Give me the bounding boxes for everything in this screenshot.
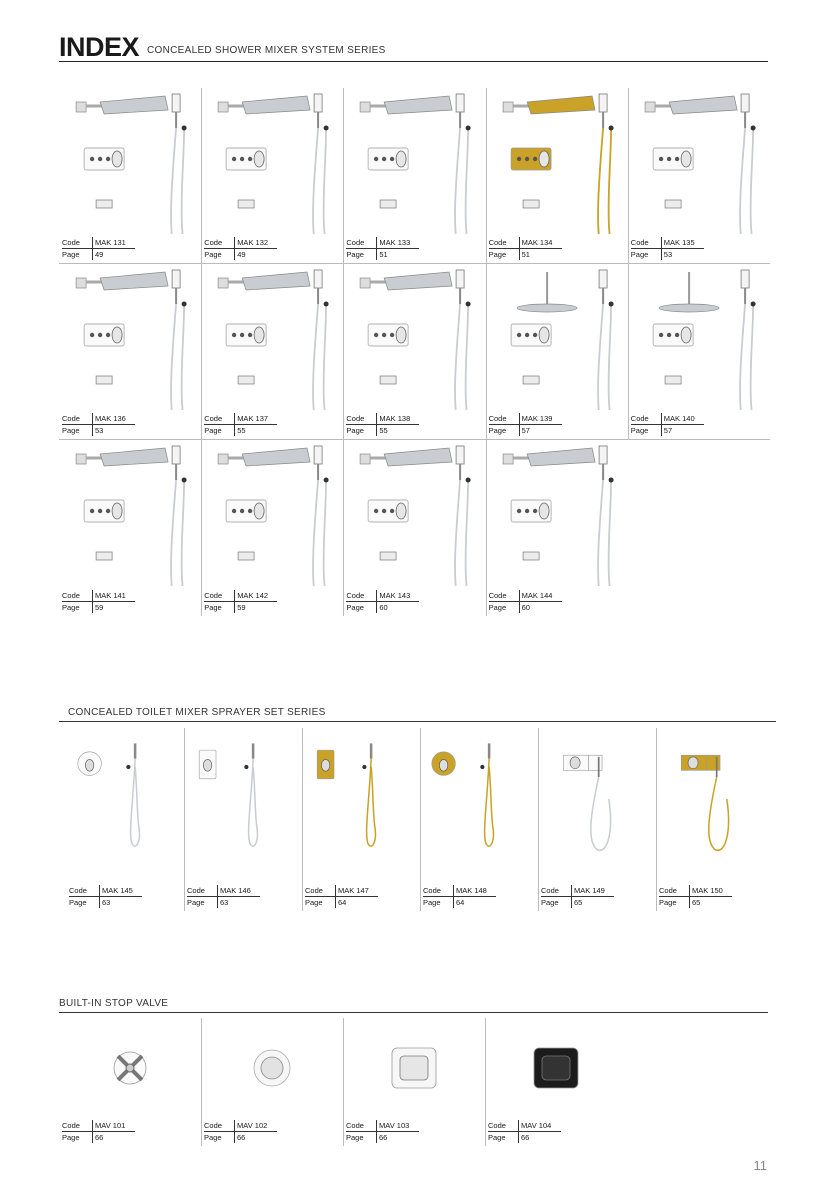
product-info bbox=[346, 413, 419, 436]
product-info bbox=[659, 885, 732, 908]
product-code: MAV 103 bbox=[376, 1120, 419, 1132]
page-label: Page bbox=[187, 898, 205, 907]
product-page: 65 bbox=[571, 897, 614, 908]
toilet-section-rule bbox=[59, 721, 776, 722]
page-label: Page bbox=[204, 1133, 222, 1142]
product-code: MAK 136 bbox=[92, 413, 135, 425]
code-label: Code bbox=[346, 413, 376, 425]
product-code: MAK 143 bbox=[376, 590, 419, 602]
code-label: Code bbox=[541, 885, 571, 897]
product-image bbox=[628, 88, 770, 234]
product-page: 59 bbox=[234, 602, 277, 613]
product-page: 53 bbox=[661, 249, 704, 260]
shower-set-illustration bbox=[511, 270, 614, 410]
page-header bbox=[59, 33, 768, 62]
product-card[interactable] bbox=[59, 440, 201, 616]
product-card[interactable] bbox=[201, 440, 343, 616]
grid-divider bbox=[628, 88, 629, 440]
product-image bbox=[343, 1018, 485, 1116]
code-label: Code bbox=[62, 1120, 92, 1132]
grid-divider bbox=[486, 88, 487, 616]
product-page: 49 bbox=[92, 249, 135, 260]
grid-divider bbox=[201, 1018, 202, 1146]
valve-section-title: BUILT-IN STOP VALVE bbox=[59, 998, 169, 1009]
product-info bbox=[62, 590, 135, 613]
product-card[interactable] bbox=[59, 264, 201, 440]
product-card[interactable] bbox=[628, 264, 770, 440]
product-card[interactable] bbox=[486, 440, 628, 616]
product-page: 64 bbox=[335, 897, 378, 908]
code-label: Code bbox=[488, 1120, 518, 1132]
product-info bbox=[204, 413, 277, 436]
page-label: Page bbox=[204, 603, 222, 612]
product-image bbox=[486, 88, 628, 234]
product-image bbox=[59, 88, 201, 234]
toilet-section-title: CONCEALED TOILET MIXER SPRAYER SET SERIES bbox=[68, 707, 326, 718]
product-card[interactable] bbox=[656, 728, 774, 911]
code-label: Code bbox=[659, 885, 689, 897]
code-label: Code bbox=[204, 413, 234, 425]
product-card[interactable] bbox=[628, 88, 770, 264]
code-label: Code bbox=[62, 590, 92, 602]
product-image bbox=[66, 728, 184, 881]
product-card[interactable] bbox=[538, 728, 656, 911]
product-code: MAK 150 bbox=[689, 885, 732, 897]
page-label: Page bbox=[62, 603, 80, 612]
product-image bbox=[343, 440, 485, 586]
product-image bbox=[201, 88, 343, 234]
code-label: Code bbox=[489, 237, 519, 249]
code-label: Code bbox=[346, 1120, 376, 1132]
product-code: MAK 137 bbox=[234, 413, 277, 425]
shower-set-illustration bbox=[360, 94, 471, 234]
product-info bbox=[489, 590, 562, 613]
toilet-sprayer-illustration bbox=[432, 743, 494, 846]
product-code: MAK 139 bbox=[519, 413, 562, 425]
grid-divider bbox=[201, 88, 202, 616]
product-image bbox=[59, 1018, 201, 1116]
product-code: MAV 102 bbox=[234, 1120, 277, 1132]
product-card[interactable] bbox=[420, 728, 538, 911]
product-page: 51 bbox=[376, 249, 419, 260]
product-image bbox=[201, 440, 343, 586]
page-label: Page bbox=[659, 898, 677, 907]
product-info bbox=[187, 885, 260, 908]
product-code: MAK 140 bbox=[661, 413, 704, 425]
product-card[interactable] bbox=[59, 88, 201, 264]
code-label: Code bbox=[423, 885, 453, 897]
product-page: 63 bbox=[99, 897, 142, 908]
grid-divider bbox=[656, 728, 657, 911]
product-code: MAK 149 bbox=[571, 885, 614, 897]
toilet-sprayer-illustration bbox=[78, 743, 140, 846]
shower-set-illustration bbox=[503, 446, 614, 586]
page-label: Page bbox=[488, 250, 507, 259]
code-label: Code bbox=[204, 237, 234, 249]
product-info bbox=[62, 237, 135, 260]
product-code: MAK 148 bbox=[453, 885, 496, 897]
shower-set-illustration bbox=[653, 270, 756, 410]
product-page: 57 bbox=[519, 425, 562, 436]
shower-set-illustration bbox=[76, 94, 187, 234]
code-label: Code bbox=[631, 413, 661, 425]
product-image bbox=[184, 728, 302, 881]
product-code: MAV 101 bbox=[92, 1120, 135, 1132]
product-info bbox=[541, 885, 614, 908]
shower-set-illustration bbox=[218, 446, 329, 586]
product-page: 49 bbox=[234, 249, 277, 260]
shower-set-illustration bbox=[218, 94, 329, 234]
page-label: Page bbox=[305, 898, 323, 907]
product-info bbox=[631, 413, 704, 436]
page-label: Page bbox=[62, 250, 80, 259]
product-code: MAV 104 bbox=[518, 1120, 561, 1132]
product-page: 64 bbox=[453, 897, 496, 908]
product-code: MAK 141 bbox=[92, 590, 135, 602]
product-page: 53 bbox=[92, 425, 135, 436]
product-card[interactable] bbox=[66, 728, 184, 911]
product-page: 66 bbox=[518, 1132, 561, 1143]
product-card[interactable] bbox=[343, 440, 485, 616]
product-info bbox=[423, 885, 496, 908]
product-image bbox=[302, 728, 420, 881]
product-page: 57 bbox=[661, 425, 704, 436]
product-info bbox=[488, 1120, 561, 1143]
product-info bbox=[346, 590, 419, 613]
code-label: Code bbox=[69, 885, 99, 897]
product-image bbox=[201, 1018, 343, 1116]
product-page: 60 bbox=[519, 602, 562, 613]
page-label: Page bbox=[346, 250, 364, 259]
stop-valve-illustration bbox=[254, 1050, 290, 1086]
product-page: 60 bbox=[376, 602, 419, 613]
product-code: MAK 135 bbox=[661, 237, 704, 249]
code-label: Code bbox=[204, 590, 234, 602]
product-info bbox=[489, 237, 562, 260]
product-card[interactable] bbox=[59, 1018, 201, 1146]
product-code: MAK 142 bbox=[234, 590, 277, 602]
page-label: Page bbox=[488, 1133, 506, 1142]
product-card[interactable] bbox=[184, 728, 302, 911]
page-label: Page bbox=[204, 426, 222, 435]
page-label: Page bbox=[346, 426, 364, 435]
product-card[interactable] bbox=[343, 88, 485, 264]
page-subtitle: CONCEALED SHOWER MIXER SYSTEM SERIES bbox=[147, 45, 386, 56]
product-image bbox=[343, 88, 485, 234]
toilet-sprayer-illustration bbox=[317, 743, 375, 846]
code-label: Code bbox=[489, 413, 519, 425]
grid-divider bbox=[343, 88, 344, 616]
shower-set-illustration bbox=[360, 270, 471, 410]
product-card[interactable] bbox=[485, 1018, 627, 1146]
valve-section-rule bbox=[59, 1012, 768, 1013]
grid-divider bbox=[420, 728, 421, 911]
product-page: 55 bbox=[234, 425, 277, 436]
grid-divider bbox=[302, 728, 303, 911]
code-label: Code bbox=[489, 590, 519, 602]
product-info bbox=[346, 237, 419, 260]
product-image bbox=[485, 1018, 627, 1116]
product-image bbox=[59, 440, 201, 586]
page-label: Page bbox=[630, 250, 649, 259]
toilet-sprayer-illustration bbox=[681, 755, 728, 850]
product-info bbox=[204, 590, 277, 613]
product-card[interactable] bbox=[201, 264, 343, 440]
shower-set-illustration bbox=[76, 446, 187, 586]
page-label: Page bbox=[541, 898, 559, 907]
toilet-sprayer-illustration bbox=[199, 743, 257, 846]
product-code: MAK 147 bbox=[335, 885, 378, 897]
code-label: Code bbox=[346, 237, 376, 249]
product-image bbox=[656, 728, 774, 881]
code-label: Code bbox=[62, 237, 92, 249]
code-label: Code bbox=[204, 1120, 234, 1132]
product-info bbox=[631, 237, 704, 260]
product-code: MAK 133 bbox=[376, 237, 419, 249]
product-info bbox=[62, 1120, 135, 1143]
product-card[interactable] bbox=[201, 1018, 343, 1146]
product-page: 59 bbox=[92, 602, 135, 613]
product-code: MAK 145 bbox=[99, 885, 142, 897]
product-info bbox=[204, 237, 277, 260]
product-page: 63 bbox=[217, 897, 260, 908]
product-page: 66 bbox=[92, 1132, 135, 1143]
toilet-sprayer-illustration bbox=[563, 755, 610, 850]
page-title: INDEX bbox=[59, 32, 140, 62]
product-page: 51 bbox=[519, 249, 562, 260]
product-card[interactable] bbox=[201, 88, 343, 264]
page-label: Page bbox=[488, 426, 507, 435]
grid-divider bbox=[184, 728, 185, 911]
product-image bbox=[486, 264, 628, 410]
product-image bbox=[201, 264, 343, 410]
product-image bbox=[343, 264, 485, 410]
shower-set-illustration bbox=[76, 270, 187, 410]
stop-valve-illustration bbox=[114, 1052, 146, 1084]
product-page: 66 bbox=[376, 1132, 419, 1143]
page-label: Page bbox=[346, 1133, 364, 1142]
code-label: Code bbox=[346, 590, 376, 602]
page-label: Page bbox=[423, 898, 441, 907]
shower-set-illustration bbox=[218, 270, 329, 410]
stop-valve-illustration bbox=[534, 1048, 578, 1088]
product-code: MAK 138 bbox=[376, 413, 419, 425]
product-code: MAK 134 bbox=[519, 237, 562, 249]
product-image bbox=[420, 728, 538, 881]
product-image bbox=[628, 264, 770, 410]
page-label: Page bbox=[62, 426, 80, 435]
product-card[interactable] bbox=[343, 1018, 485, 1146]
stop-valve-illustration bbox=[392, 1048, 436, 1088]
product-image bbox=[538, 728, 656, 881]
product-code: MAK 144 bbox=[519, 590, 562, 602]
page-label: Page bbox=[69, 898, 87, 907]
grid-divider bbox=[485, 1018, 486, 1146]
product-info bbox=[305, 885, 378, 908]
page-label: Page bbox=[204, 250, 222, 259]
product-image bbox=[59, 264, 201, 410]
page-label: Page bbox=[488, 603, 507, 612]
product-code: MAK 131 bbox=[92, 237, 135, 249]
product-card[interactable] bbox=[343, 264, 485, 440]
code-label: Code bbox=[631, 237, 661, 249]
code-label: Code bbox=[305, 885, 335, 897]
shower-set-illustration bbox=[360, 446, 471, 586]
product-info bbox=[204, 1120, 277, 1143]
page-label: Page bbox=[346, 603, 364, 612]
product-card[interactable] bbox=[486, 264, 628, 440]
product-page: 55 bbox=[376, 425, 419, 436]
product-info bbox=[346, 1120, 419, 1143]
product-info bbox=[69, 885, 142, 908]
product-info bbox=[489, 413, 562, 436]
product-page: 66 bbox=[234, 1132, 277, 1143]
product-card[interactable] bbox=[486, 88, 628, 264]
page-label: Page bbox=[62, 1133, 80, 1142]
grid-divider bbox=[538, 728, 539, 911]
grid-divider bbox=[343, 1018, 344, 1146]
code-label: Code bbox=[187, 885, 217, 897]
shower-set-illustration bbox=[645, 94, 756, 234]
product-card[interactable] bbox=[302, 728, 420, 911]
product-code: MAK 146 bbox=[217, 885, 260, 897]
shower-set-illustration bbox=[503, 94, 614, 234]
product-code: MAK 132 bbox=[234, 237, 277, 249]
product-image bbox=[486, 440, 628, 586]
page-label: Page bbox=[630, 426, 649, 435]
page-number: 11 bbox=[753, 1158, 767, 1173]
product-page: 65 bbox=[689, 897, 732, 908]
product-info bbox=[62, 413, 135, 436]
code-label: Code bbox=[62, 413, 92, 425]
